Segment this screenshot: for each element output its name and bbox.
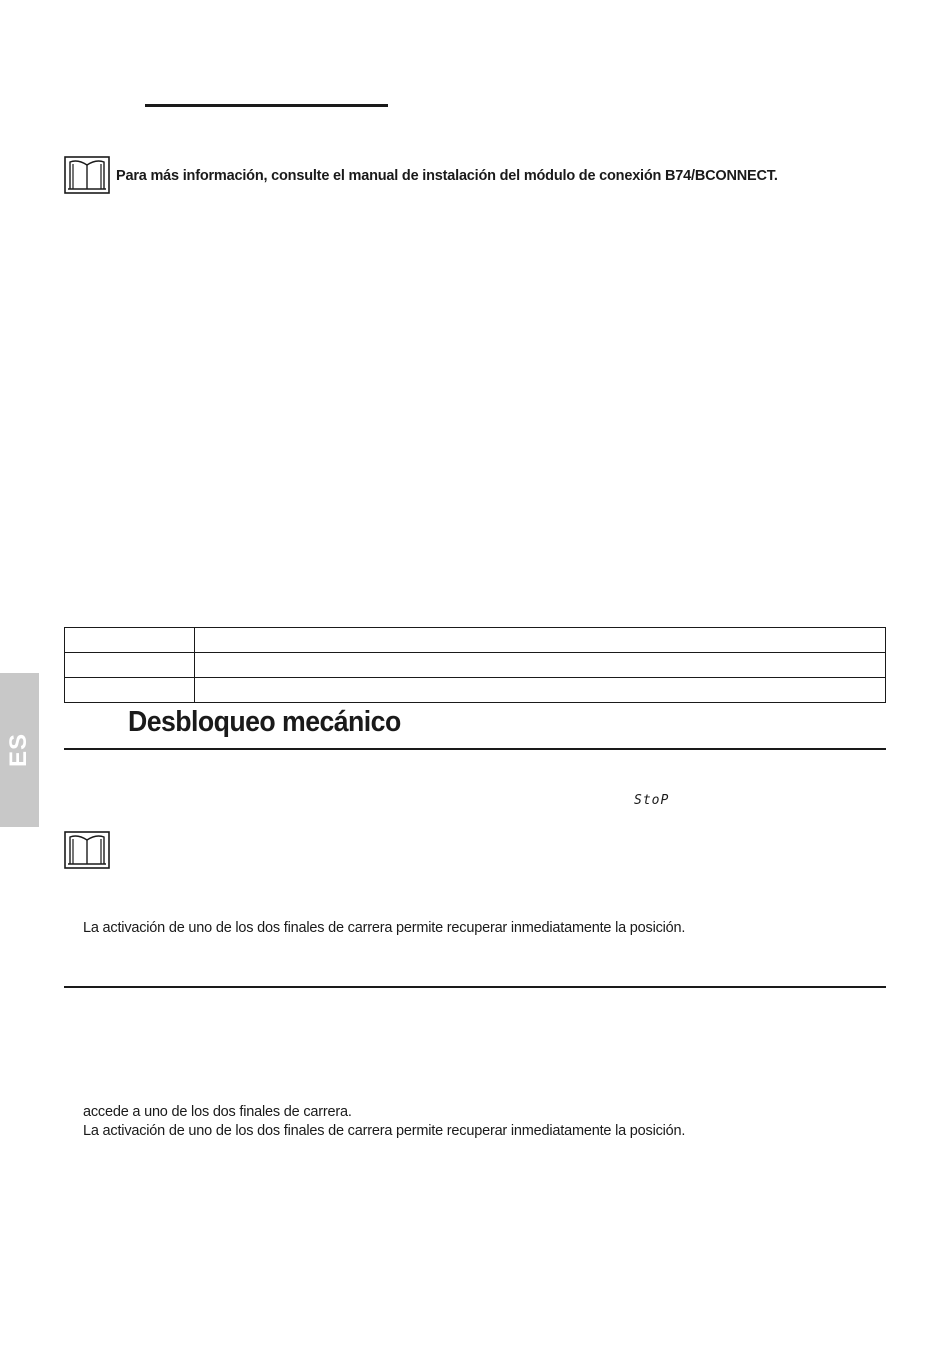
language-tab-label: ES (5, 732, 33, 768)
display-code: StoP (634, 793, 670, 808)
table-cell (65, 628, 195, 653)
section-title: Desbloqueo mecánico (128, 706, 401, 738)
data-table (64, 627, 886, 703)
table-cell (65, 678, 195, 703)
divider-rule (64, 986, 886, 988)
table-row (65, 628, 886, 653)
table-row (65, 678, 886, 703)
info-note: Para más información, consulte el manual de instalación del módulo de conexión B74/BCONNECT. (116, 168, 778, 184)
header-rule (145, 104, 388, 107)
paragraph: La activación de uno de los dos finales de carrera permite recuperar inmediatamente la posición. (83, 920, 686, 936)
table-cell (195, 628, 886, 653)
table-cell (195, 653, 886, 678)
table-cell (195, 678, 886, 703)
section-rule (64, 748, 886, 750)
paragraph-line: La activación de uno de los dos finales de carrera permite recuperar inmediatamente la posición. (83, 1123, 686, 1139)
paragraph-line: accede a uno de los dos finales de carrera. (83, 1104, 352, 1120)
table-cell (65, 653, 195, 678)
language-tab (0, 673, 39, 827)
table-row (65, 653, 886, 678)
book-icon (64, 831, 110, 874)
book-icon (64, 156, 110, 199)
